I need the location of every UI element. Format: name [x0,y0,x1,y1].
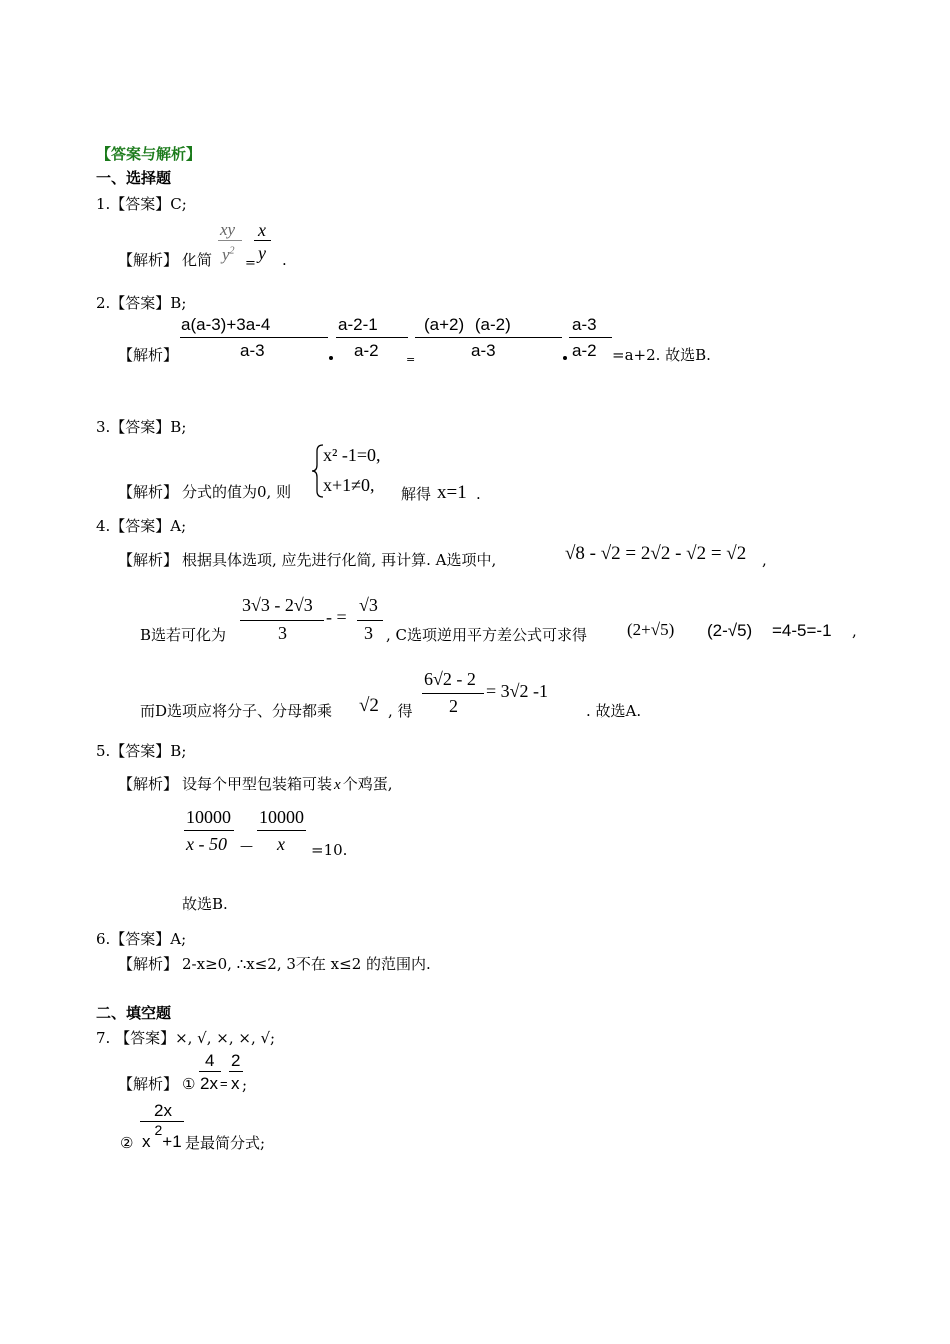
q4-a-expr: √8 - √2 = 2√2 - √2 = √2 [565,543,747,564]
q2-frac3-num: (a+2) (a-2) [424,315,511,334]
q5-f1-num: 10000 [186,807,231,827]
q2-analysis-label: 【解析】 [118,346,179,364]
q6-answer: 6.【答案】A; [96,930,187,948]
q4-d-result: = 3√2 -1 [486,681,549,701]
q2-frac4-num: a-3 [572,315,597,334]
q4-answer: 4.【答案】A; [96,517,187,535]
q7-item1-f1-den: 2x [200,1074,218,1093]
q4-a-end: , [762,551,767,569]
q1-frac1-den [222,246,235,263]
q4-b-bar2 [357,620,383,621]
q2-frac2-den: a-2 [354,341,379,360]
q5-text [182,777,392,793]
q4-b-num: 3√3 - 2√3 [242,595,313,615]
q1-frac2-den: y [258,243,266,263]
q5-f1-den [186,835,227,853]
q1-frac1-num: xy [220,220,236,239]
q2-frac4-bar [569,337,612,338]
q5-f2-den: x [277,834,285,854]
q7-item1-f2-den: x [231,1074,240,1093]
q5-minus: — [240,839,253,854]
q2-answer: 2.【答案】B; [96,294,187,312]
q7-item2-den [142,1122,182,1151]
q7-item2-mark: ② [120,1134,134,1152]
q1-frac2-bar [254,240,271,241]
q1-frac1-den-exp: 2 [229,245,235,257]
q2-dot1 [329,356,333,360]
q4-d-num: 6√2 - 2 [424,669,476,689]
q4-b-den2: 3 [364,623,373,643]
section-choice-title: 一、选择题 [96,169,172,187]
q2-frac1-num: a(a-3)+3a-4 [181,315,271,334]
q5-text-a: 设每个甲型包装箱可装 [182,775,333,793]
q5-f1-bar [184,830,234,831]
q4-b-bar [240,620,324,621]
q5-f2-bar [257,830,306,831]
answer-analysis-header: 【答案与解析】 [96,145,202,163]
q2-eq: = [406,353,416,366]
q6-analysis-label: 【解析】 [118,955,179,973]
q1-eq: = [245,256,256,271]
q1-analysis-label: 【解析】 [118,251,179,269]
q2-frac3-bar [415,337,562,338]
q5-result: =10. [311,841,348,859]
q4-b-num2: √3 [359,595,378,615]
q2-frac2-num: a-2-1 [338,315,378,334]
q7-item1-f1-bar [199,1071,221,1072]
q3-analysis-label: 【解析】 [118,483,179,501]
section-fill-title: 二、填空题 [96,1004,172,1022]
q4-d-den: 2 [449,696,458,716]
q4-text1: 根据具体选项, 应先进行化简, 再计算. A选项中, [182,551,497,569]
q1-end: . [282,251,287,269]
q4-d-end: . 故选A. [586,702,642,720]
q4-d-get: , 得 [388,702,413,720]
q3-sys1: x² -1=0, [323,445,381,465]
q4-b-den: 3 [278,623,287,643]
q4-b-text: B选若可化为 [140,626,227,644]
q1-answer: 1.【答案】C; [96,195,187,213]
q7-item2-den-rest: +1 [162,1132,182,1151]
q7-item1-f1-num: 4 [205,1051,215,1070]
q3-solve-text: 解得 [401,485,432,503]
q7-item2-num: 2x [154,1101,172,1120]
q7-item2-den-base: x [142,1132,151,1151]
q2-frac1-bar [180,337,328,338]
q2-dot2 [563,356,567,360]
q2-frac3-den: a-3 [471,341,496,360]
q4-analysis-label: 【解析】 [118,551,179,569]
q5-conclusion: 故选B. [182,895,228,913]
q4-c-text: , C选项逆用平方差公式可求得 [386,626,588,644]
q7-item2-den-exp: 2 [154,1122,163,1138]
q5-f2-num: 10000 [259,807,304,827]
q4-d-bar [422,693,484,694]
q3-answer: 3.【答案】B; [96,418,187,436]
q7-item1-mark: ① [182,1075,196,1093]
q4-c-expr2: (2-√5) [707,621,753,640]
q7-item1-end: ; [242,1076,248,1094]
q4-d-root: √2 [359,695,379,716]
q7-item1-eq: = [220,1076,228,1091]
q6-text: 2-x≥0, ∴x≤2, 3不在 x≤2 的范围内. [182,955,431,973]
q5-analysis-label: 【解析】 [118,775,179,793]
q2-frac4-den: a-2 [572,341,597,360]
q7-answer: 7. 【答案】×, √, ×, ×, √; [96,1029,276,1047]
q1-text: 化简 [182,251,213,269]
q4-c-expr1: (2+√5) [627,620,675,639]
q7-item2-bar [140,1121,184,1122]
q7-analysis-label: 【解析】 [118,1075,179,1093]
q4-c-result: =4-5=-1 [772,621,832,640]
q3-result: x=1 [437,482,467,503]
q7-item2-text: 是最简分式; [185,1134,266,1152]
q7-item1-f2-bar [229,1071,243,1072]
q1-frac1-bar [218,240,242,241]
q2-tail: =a+2. 故选B. [612,346,711,364]
q4-c-end: , [852,622,857,640]
q3-end: . [476,485,481,503]
q4-d-text: 而D选项应将分子、分母都乘 [140,702,333,720]
q2-frac2-bar [336,337,408,338]
q5-answer: 5.【答案】B; [96,742,187,760]
q7-item1-f2-num: 2 [231,1051,241,1070]
q3-sys2: x+1≠0, [323,475,375,495]
q5-var: x [334,777,341,793]
q1-frac2-num: x [258,220,266,240]
q5-text-b: 个鸡蛋, [342,775,393,793]
q4-b-mid: - = [326,607,347,627]
q1-frac1-den-base: y [222,245,230,264]
q2-frac1-den: a-3 [240,341,265,360]
q5-f1-den-text: x - 50 [186,834,227,854]
q3-text: 分式的值为0, 则 [182,483,292,501]
